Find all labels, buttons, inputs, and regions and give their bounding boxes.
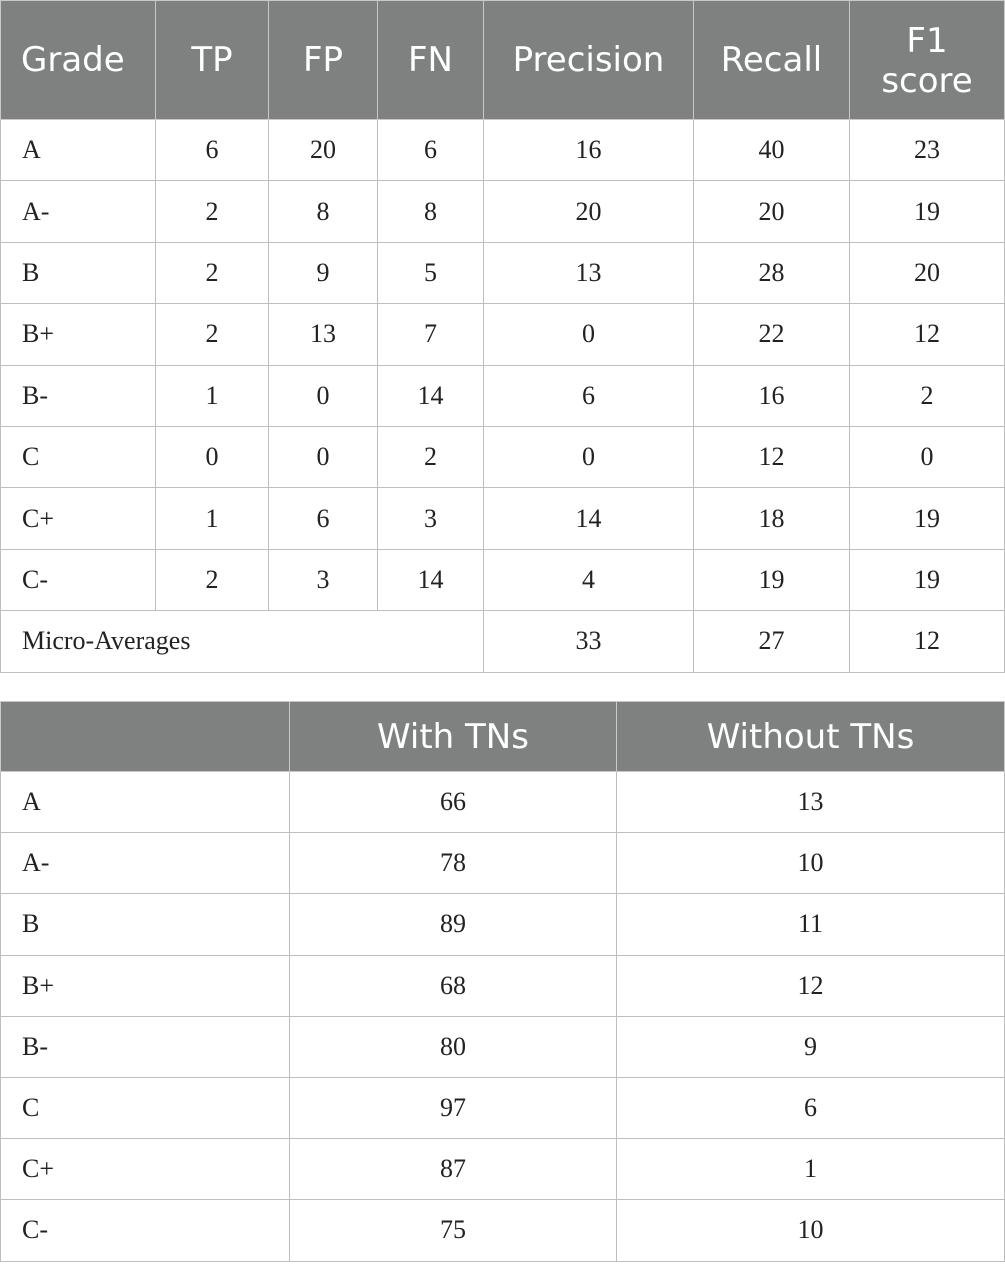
header-grade: Grade — [1, 1, 156, 120]
cell-recall: 20 — [694, 181, 850, 242]
cell-with-tns: 78 — [290, 833, 617, 894]
table-row — [1, 120, 1005, 181]
cell-precision: 20 — [484, 181, 694, 242]
cell-fp: 9 — [269, 242, 378, 303]
cell-grade: C- — [1, 1200, 290, 1261]
table-row — [1, 1139, 1005, 1200]
cell-without-tns: 11 — [617, 894, 1005, 955]
cell-grade: C+ — [1, 488, 156, 549]
micro-averages-recall: 27 — [694, 611, 850, 672]
table-row — [1, 181, 1005, 242]
accuracy-header-row — [1, 702, 1005, 772]
cell-without-tns: 1 — [617, 1139, 1005, 1200]
table-row — [1, 955, 1005, 1016]
table-row — [1, 1077, 1005, 1138]
table-row — [1, 772, 1005, 833]
cell-grade: B+ — [1, 304, 156, 365]
cell-precision: 13 — [484, 242, 694, 303]
cell-grade: A — [1, 120, 156, 181]
header-f1-score: F1 score — [850, 1, 1005, 120]
cell-grade: A- — [1, 833, 290, 894]
cell-fp: 0 — [269, 365, 378, 426]
cell-recall: 28 — [694, 242, 850, 303]
cell-recall: 18 — [694, 488, 850, 549]
cell-precision: 14 — [484, 488, 694, 549]
cell-with-tns: 97 — [290, 1077, 617, 1138]
cell-without-tns: 10 — [617, 1200, 1005, 1261]
cell-f1: 2 — [850, 365, 1005, 426]
cell-tp: 2 — [156, 304, 269, 365]
header-recall: Recall — [694, 1, 850, 120]
cell-fp: 20 — [269, 120, 378, 181]
cell-grade: C — [1, 426, 156, 487]
cell-tp: 0 — [156, 426, 269, 487]
table-row — [1, 426, 1005, 487]
table-row — [1, 365, 1005, 426]
cell-grade: A — [1, 772, 290, 833]
cell-f1: 12 — [850, 304, 1005, 365]
cell-with-tns: 80 — [290, 1016, 617, 1077]
table-row — [1, 488, 1005, 549]
cell-f1: 20 — [850, 242, 1005, 303]
cell-fn: 3 — [378, 488, 484, 549]
cell-precision: 4 — [484, 549, 694, 610]
cell-recall: 16 — [694, 365, 850, 426]
cell-fn: 2 — [378, 426, 484, 487]
cell-with-tns: 68 — [290, 955, 617, 1016]
cell-tp: 1 — [156, 488, 269, 549]
cell-tp: 6 — [156, 120, 269, 181]
header-precision: Precision — [484, 1, 694, 120]
header-grade-blank — [1, 702, 290, 772]
cell-fn: 14 — [378, 365, 484, 426]
cell-precision: 0 — [484, 304, 694, 365]
cell-tp: 2 — [156, 181, 269, 242]
accuracy-table — [0, 701, 1005, 1262]
cell-fn: 7 — [378, 304, 484, 365]
cell-recall: 19 — [694, 549, 850, 610]
cell-fn: 5 — [378, 242, 484, 303]
cell-precision: 0 — [484, 426, 694, 487]
micro-averages-row — [1, 611, 1005, 672]
cell-f1: 19 — [850, 181, 1005, 242]
cell-recall: 12 — [694, 426, 850, 487]
table-row — [1, 304, 1005, 365]
cell-tp: 1 — [156, 365, 269, 426]
micro-averages-label: Micro-Averages — [1, 611, 484, 672]
cell-grade: B — [1, 242, 156, 303]
micro-averages-f1: 12 — [850, 611, 1005, 672]
table-row — [1, 242, 1005, 303]
cell-without-tns: 12 — [617, 955, 1005, 1016]
cell-grade: B — [1, 894, 290, 955]
table-row — [1, 833, 1005, 894]
cell-fn: 6 — [378, 120, 484, 181]
header-with-tns: With TNs — [290, 702, 617, 772]
cell-with-tns: 66 — [290, 772, 617, 833]
cell-tp: 2 — [156, 549, 269, 610]
header-tp: TP — [156, 1, 269, 120]
cell-grade: C+ — [1, 1139, 290, 1200]
header-without-tns: Without TNs — [617, 702, 1005, 772]
table-row — [1, 894, 1005, 955]
cell-recall: 22 — [694, 304, 850, 365]
cell-fn: 8 — [378, 181, 484, 242]
cell-grade: C- — [1, 549, 156, 610]
cell-with-tns: 87 — [290, 1139, 617, 1200]
cell-fp: 8 — [269, 181, 378, 242]
cell-with-tns: 75 — [290, 1200, 617, 1261]
cell-without-tns: 10 — [617, 833, 1005, 894]
cell-grade: C — [1, 1077, 290, 1138]
cell-precision: 6 — [484, 365, 694, 426]
table-row — [1, 1200, 1005, 1261]
header-fn: FN — [378, 1, 484, 120]
cell-fp: 3 — [269, 549, 378, 610]
cell-f1: 0 — [850, 426, 1005, 487]
cell-f1: 19 — [850, 549, 1005, 610]
cell-f1: 19 — [850, 488, 1005, 549]
cell-grade: B- — [1, 365, 156, 426]
cell-precision: 16 — [484, 120, 694, 181]
cell-fp: 0 — [269, 426, 378, 487]
cell-fp: 13 — [269, 304, 378, 365]
cell-recall: 40 — [694, 120, 850, 181]
micro-averages-precision: 33 — [484, 611, 694, 672]
cell-fp: 6 — [269, 488, 378, 549]
cell-fn: 14 — [378, 549, 484, 610]
cell-tp: 2 — [156, 242, 269, 303]
cell-without-tns: 13 — [617, 772, 1005, 833]
cell-grade: A- — [1, 181, 156, 242]
cell-without-tns: 9 — [617, 1016, 1005, 1077]
cell-f1: 23 — [850, 120, 1005, 181]
header-fp: FP — [269, 1, 378, 120]
cell-grade: B- — [1, 1016, 290, 1077]
table-row — [1, 549, 1005, 610]
table-row — [1, 1016, 1005, 1077]
metrics-header-row — [1, 1, 1005, 120]
cell-with-tns: 89 — [290, 894, 617, 955]
cell-grade: B+ — [1, 955, 290, 1016]
cell-without-tns: 6 — [617, 1077, 1005, 1138]
